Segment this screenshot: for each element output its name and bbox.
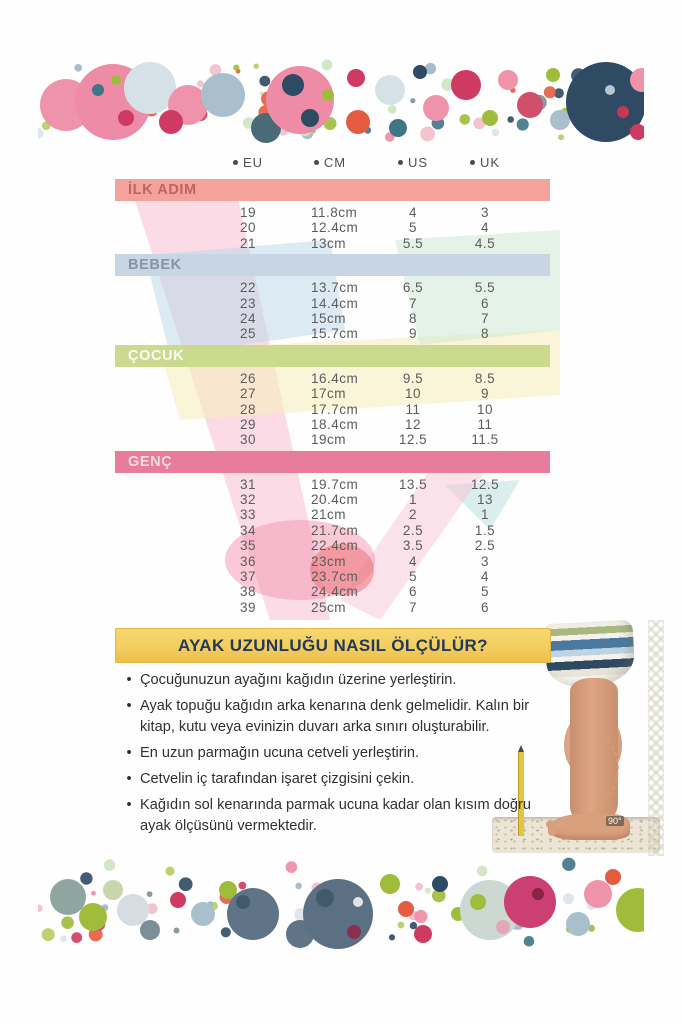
cell-us: 6.5 <box>402 280 424 296</box>
cell-cm: 22.4cm <box>311 538 359 554</box>
cell-cm: 15.7cm <box>311 326 359 342</box>
cell-cm: 23cm <box>311 553 347 569</box>
instruction-item <box>118 743 550 764</box>
cell-us: 8 <box>408 310 417 326</box>
bullet-icon <box>398 160 403 165</box>
table-row <box>115 584 550 599</box>
table-row <box>115 554 550 569</box>
header-label: CM <box>323 155 347 170</box>
instruction-text: Çocuğunuzun ayağını kağıdın üzerine yerleştirin. <box>140 672 457 688</box>
cell-cm: 12.4cm <box>311 220 359 236</box>
instruction-item <box>118 670 550 691</box>
table-row <box>115 417 550 432</box>
cell-us: 7 <box>408 295 417 311</box>
cell-us: 4 <box>408 553 417 569</box>
cell-us: 12.5 <box>398 432 428 448</box>
cell-eu: 31 <box>239 476 257 492</box>
cell-eu: 34 <box>239 522 257 538</box>
instruction-text: Ayak topuğu kağıdın arka kenarına denk gelmelidir. Kalın bir kitap, kutu veya evinizin duvarı arka sınırı oluşturabilir. <box>140 698 530 735</box>
cell-uk: 4 <box>480 220 489 236</box>
bullet-icon <box>314 160 319 165</box>
cell-cm: 11.8cm <box>311 205 358 220</box>
instruction-item <box>118 795 550 837</box>
table-row <box>115 402 550 417</box>
cell-uk: 6 <box>480 599 489 615</box>
table-row <box>115 523 550 538</box>
cell-us: 7 <box>408 599 417 615</box>
cell-cm: 14.4cm <box>311 295 359 311</box>
cell-uk: 5 <box>480 584 489 600</box>
cell-eu: 24 <box>239 310 257 326</box>
cell-us: 1 <box>408 492 417 508</box>
cell-eu: 35 <box>239 538 257 554</box>
cell-us: 3.5 <box>402 538 424 554</box>
cell-cm: 20.4cm <box>311 492 359 508</box>
table-row <box>115 492 550 507</box>
cell-eu: 38 <box>239 584 257 600</box>
section-band-3 <box>115 451 550 473</box>
size-chart <box>115 155 550 618</box>
cell-cm: 24.4cm <box>311 584 359 600</box>
cell-uk: 10 <box>476 401 494 417</box>
header-label: UK <box>479 155 501 170</box>
cell-uk: 4.5 <box>474 235 496 251</box>
cell-eu: 33 <box>239 507 257 523</box>
cell-us: 2.5 <box>402 522 424 538</box>
section-label: BEBEK <box>128 257 182 274</box>
measure-guide-title: AYAK UZUNLUĞU NASIL ÖLÇÜLÜR? <box>115 628 551 663</box>
table-row <box>115 507 550 522</box>
cell-us: 4 <box>408 205 417 220</box>
cell-eu: 19 <box>239 205 257 220</box>
cell-us: 5 <box>408 569 417 585</box>
measurement-arc <box>546 620 660 856</box>
table-row <box>115 220 550 235</box>
cell-us: 9.5 <box>402 370 424 386</box>
cell-cm: 13.7cm <box>311 280 359 296</box>
cell-eu: 22 <box>239 280 257 296</box>
table-row <box>115 311 550 326</box>
cell-uk: 12.5 <box>470 476 500 492</box>
cell-eu: 25 <box>239 326 257 342</box>
table-row <box>115 569 550 584</box>
table-body <box>115 179 550 615</box>
decorative-dots-top <box>38 50 644 150</box>
cell-us: 9 <box>408 326 417 342</box>
bullet-icon: • <box>126 797 132 813</box>
cell-us: 13.5 <box>398 476 428 492</box>
section-label: GENÇ <box>128 453 173 470</box>
bullet-icon: • <box>126 672 132 688</box>
cell-uk: 11.5 <box>471 432 499 448</box>
cell-eu: 29 <box>239 416 257 432</box>
angle-label: 90° <box>608 816 622 826</box>
table-row <box>115 538 550 553</box>
cell-us: 5.5 <box>402 235 424 251</box>
cell-eu: 32 <box>239 492 257 508</box>
cell-uk: 9 <box>480 386 489 402</box>
header-label: EU <box>242 155 264 170</box>
cell-eu: 39 <box>239 599 257 615</box>
table-header-row <box>115 155 550 176</box>
cell-us: 2 <box>408 507 417 523</box>
cell-us: 10 <box>404 386 422 402</box>
cell-us: 12 <box>404 416 422 432</box>
cell-cm: 16.4cm <box>311 370 359 386</box>
decorative-dots-bottom <box>38 852 644 957</box>
instruction-text: Cetvelin iç tarafından işaret çizgisini çekin. <box>140 771 415 787</box>
cell-uk: 3 <box>480 553 489 569</box>
cell-cm: 25cm <box>311 599 347 615</box>
table-row <box>115 296 550 311</box>
cell-uk: 3 <box>480 205 489 220</box>
cell-us: 5 <box>408 220 417 236</box>
table-row <box>115 477 550 492</box>
section-label: İLK ADIM <box>128 182 197 198</box>
cell-eu: 36 <box>239 553 257 569</box>
cell-uk: 6 <box>480 295 489 311</box>
bullet-icon <box>233 160 238 165</box>
bullet-icon: • <box>126 745 132 761</box>
cell-eu: 27 <box>239 386 257 402</box>
cell-eu: 37 <box>239 569 257 585</box>
cell-uk: 8 <box>480 326 489 342</box>
baby-leg-photo <box>546 620 660 856</box>
section-band-0 <box>115 179 550 201</box>
cell-cm: 23.7cm <box>311 569 359 585</box>
cell-uk: 1.5 <box>474 522 496 538</box>
instruction-item <box>118 696 550 738</box>
section-band-1 <box>115 254 550 276</box>
table-row <box>115 236 550 251</box>
instruction-text: Kağıdın sol kenarında parmak ucuna kadar olan kısım doğru ayak ölçüsünü vermektedir. <box>140 797 532 834</box>
table-row <box>115 280 550 295</box>
table-row <box>115 432 550 447</box>
cell-us: 11 <box>405 401 421 417</box>
instruction-text: En uzun parmağın ucuna cetveli yerleştirin. <box>140 745 420 761</box>
table-row <box>115 326 550 341</box>
cell-eu: 23 <box>239 295 257 311</box>
bullet-icon: • <box>126 698 132 714</box>
cell-cm: 21.7cm <box>311 522 359 538</box>
measure-instructions <box>118 670 550 842</box>
header-uk <box>441 155 529 170</box>
cell-cm: 17cm <box>311 386 347 402</box>
table-row <box>115 600 550 615</box>
cell-uk: 11 <box>477 416 493 432</box>
section-label: ÇOCUK <box>128 347 185 364</box>
cell-uk: 1 <box>480 507 489 523</box>
cell-eu: 28 <box>239 401 257 417</box>
cell-uk: 13 <box>476 492 494 508</box>
header-eu <box>203 155 293 170</box>
header-cm <box>285 155 375 170</box>
bullet-icon <box>470 160 475 165</box>
cell-cm: 15cm <box>311 310 347 326</box>
cell-cm: 19.7cm <box>311 476 359 492</box>
cell-eu: 20 <box>239 220 257 236</box>
cell-us: 6 <box>408 584 417 600</box>
table-row <box>115 205 550 220</box>
cell-cm: 18.4cm <box>311 416 359 432</box>
cell-cm: 19cm <box>311 432 347 448</box>
cell-uk: 2.5 <box>474 538 496 554</box>
instruction-item <box>118 769 550 790</box>
cell-cm: 21cm <box>311 507 347 523</box>
table-row <box>115 386 550 401</box>
cell-cm: 17.7cm <box>311 401 359 417</box>
cell-uk: 7 <box>480 310 489 326</box>
table-row <box>115 371 550 386</box>
header-label: US <box>407 155 429 170</box>
cell-uk: 4 <box>480 569 489 585</box>
bullet-icon: • <box>126 771 132 787</box>
cell-eu: 21 <box>239 235 257 251</box>
section-band-2 <box>115 345 550 367</box>
cell-eu: 30 <box>239 432 257 448</box>
cell-uk: 8.5 <box>474 370 496 386</box>
cell-cm: 13cm <box>311 235 347 251</box>
cell-eu: 26 <box>239 370 257 386</box>
cell-uk: 5.5 <box>474 280 496 296</box>
